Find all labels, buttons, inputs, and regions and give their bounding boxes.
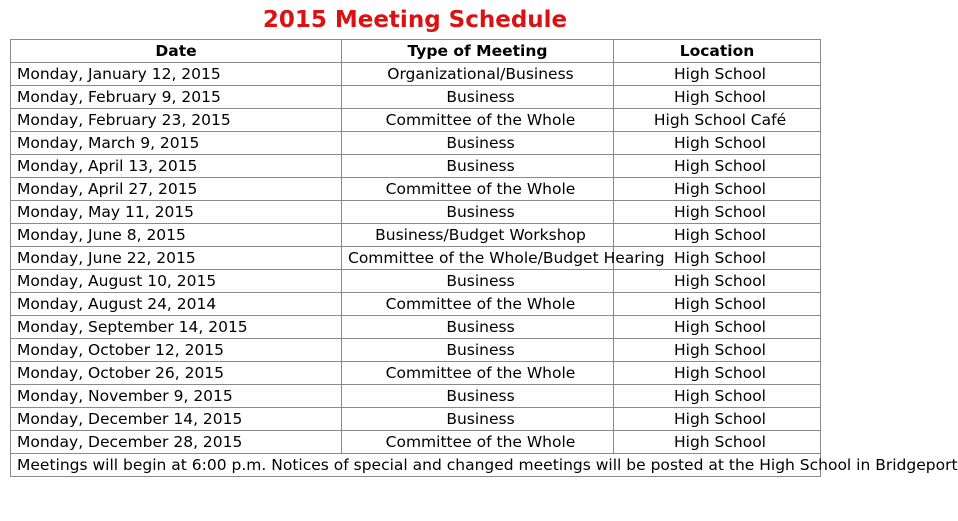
cell-date: Monday, February 9, 2015 (11, 86, 342, 109)
cell-location: High School (614, 385, 821, 408)
table-row (11, 385, 821, 408)
table-row (11, 293, 821, 316)
cell-type: Business (342, 385, 614, 408)
cell-date: Monday, December 28, 2015 (11, 431, 342, 454)
cell-location: High School (614, 63, 821, 86)
cell-location: High School (614, 362, 821, 385)
column-header-location: Location (614, 40, 821, 63)
cell-location: High School (614, 408, 821, 431)
cell-date: Monday, February 23, 2015 (11, 109, 342, 132)
cell-type: Business (342, 316, 614, 339)
cell-type: Committee of the Whole (342, 431, 614, 454)
cell-type: Business/Budget Workshop (342, 224, 614, 247)
cell-type: Business (342, 201, 614, 224)
cell-location: High School (614, 201, 821, 224)
table-row (11, 63, 821, 86)
table-row (11, 339, 821, 362)
cell-date: Monday, January 12, 2015 (11, 63, 342, 86)
table-row (11, 109, 821, 132)
page-title: 2015 Meeting Schedule (262, 7, 568, 33)
cell-date: Monday, September 14, 2015 (11, 316, 342, 339)
table-row (11, 201, 821, 224)
cell-date: Monday, December 14, 2015 (11, 408, 342, 431)
cell-date: Monday, April 13, 2015 (11, 155, 342, 178)
cell-type: Business (342, 86, 614, 109)
cell-location: High School (614, 316, 821, 339)
table-row (11, 132, 821, 155)
table-row (11, 408, 821, 431)
cell-type: Committee of the Whole (342, 178, 614, 201)
table-row (11, 178, 821, 201)
cell-type: Committee of the Whole (342, 362, 614, 385)
table-row (11, 270, 821, 293)
column-header-type: Type of Meeting (342, 40, 614, 63)
cell-location: High School (614, 86, 821, 109)
cell-type: Committee of the Whole (342, 109, 614, 132)
table-row (11, 362, 821, 385)
meeting-schedule-table (10, 39, 958, 477)
cell-location: High School (614, 247, 821, 270)
cell-date: Monday, October 12, 2015 (11, 339, 342, 362)
cell-date: Monday, June 22, 2015 (11, 247, 342, 270)
cell-location: High School (614, 270, 821, 293)
cell-location: High School (614, 293, 821, 316)
table-row (11, 247, 821, 270)
cell-type: Business (342, 339, 614, 362)
cell-date: Monday, May 11, 2015 (11, 201, 342, 224)
cell-location: High School (614, 178, 821, 201)
cell-date: Monday, November 9, 2015 (11, 385, 342, 408)
cell-date: Monday, March 9, 2015 (11, 132, 342, 155)
cell-location: High School Café (614, 109, 821, 132)
cell-location: High School (614, 155, 821, 178)
cell-type: Organizational/Business (342, 63, 614, 86)
footer-note: Meetings will begin at 6:00 p.m. Notices of special and changed meetings will be posted at the High School in Bridgeport (11, 454, 821, 477)
table-row (11, 431, 821, 454)
cell-type: Business (342, 408, 614, 431)
cell-location: High School (614, 339, 821, 362)
cell-type: Business (342, 270, 614, 293)
cell-location: High School (614, 224, 821, 247)
table-header-row (11, 40, 821, 63)
table-row (11, 155, 821, 178)
cell-type: Business (342, 132, 614, 155)
column-header-date: Date (11, 40, 342, 63)
cell-date: Monday, August 24, 2014 (11, 293, 342, 316)
cell-type: Business (342, 155, 614, 178)
cell-date: Monday, April 27, 2015 (11, 178, 342, 201)
cell-location: High School (614, 132, 821, 155)
cell-date: Monday, August 10, 2015 (11, 270, 342, 293)
cell-location: High School (614, 431, 821, 454)
footer-row (11, 454, 821, 477)
cell-date: Monday, June 8, 2015 (11, 224, 342, 247)
cell-type: Committee of the Whole/Budget Hearing (342, 247, 614, 270)
table-row (11, 316, 821, 339)
cell-type: Committee of the Whole (342, 293, 614, 316)
table-row (11, 86, 821, 109)
table-row (11, 224, 821, 247)
cell-date: Monday, October 26, 2015 (11, 362, 342, 385)
